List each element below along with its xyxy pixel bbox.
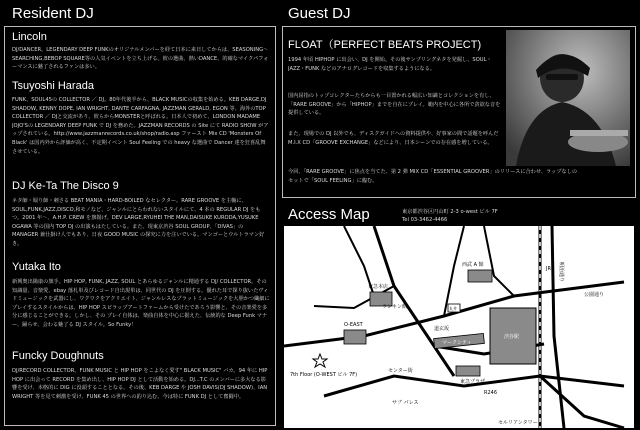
o-east-label: O-EAST [344,322,363,328]
meiji-label: 明治通り [558,262,564,283]
resident-heading: Resident DJ [12,5,94,22]
dj-photo-image [506,30,630,166]
guest-panel [280,0,640,200]
tokyu-plaza [456,366,480,376]
cerulean-label: セルリアンタワー [498,420,538,426]
tokyu-plaza-label: 東急プラザ [460,379,486,385]
venue-label: 7th Floor (O-WEST ビル 7F) [290,372,358,378]
venue-star-icon [313,354,327,367]
guest-paragraph-4: 今回、「RARE GROOVE」に焦点を当てた、第 2 弾 MIX CD「ESSENTIAL GROOVER」のリリースに合わせ、ラップなしのセットで「SOUL FEELING」に臨む。 [288,169,578,184]
guest-paragraph-3: また、現場での DJ 以外でも、ディスクガイドへの資料提供や、好事家の間で話題を呼んだ M.I.X CD「GROOVE EXCHANGE」などにより、日本シーンでの存在感を増している。 [288,131,499,146]
access-heading: Access Map [288,206,370,223]
dj-name-yutaka-ito: Yutaka Ito [12,261,61,273]
guest-heading: Guest DJ [288,5,351,22]
dj-name-tsuyoshi-harada: Tsuyoshi Harada [12,80,94,92]
jr-label: JR [546,266,551,272]
o-east-building [344,330,366,344]
dj-bio-funcky-doughnuts: DJ/RECORD COLLECTOR。FUNK MUSIC と HIP HOP をこよなく愛す" BLACK MUSIC" バカ。94 年に HIP HOP に出会って RECORD を集め出し、HIP HOP DJ として活動を始める。DJ...T.C のメンバーに多大なる影響を受け、本格的に DIG に没頭することとなる。その後、KEB DARGE や JOSH DAVIS(DJ SHADOW)、IAN WRIGHT 等を見て刺激を受け、FUNK 45 の世界への釣り込む。今は特に FUNK DJ として奮闘中。 [12,368,268,400]
guest-paragraph-1: 1994 年頃 HIPHOP に出会い、DJ を開始。その後サンプリングネタを発掘し、SOUL・JAZZ・FUNK などのアナログレコードを収集するようになる。 [288,57,492,72]
dogenzaka-label: 道玄坂 [434,326,450,332]
dj-bio-yutaka-ito: 新興奥出陽康の旗手。HIP HOP, FUNK, JAZZ, SOUL とあらゆるジャンルに精通する DJ/ COLLECTOR。その知識量、音楽愛、ebay 落札単及びレコード自出現単は、同世代の DJ を圧倒する。優れた耳で探り抜いたヴィドミュージックを武器にし、ワクワクをアクリエイト、ジャンルレスなプラットミュージックを大胆かつ繊細にプレイするスタイルからは、HIP HOP スピラップアートファームから受けたであろう影響と、その音楽愛を多分に感じることができる。しかし、その プレイ自体は、楽曲自体を中心に据えた、伝統的な Deep Funk マナー、踊らせ、会わる魅了る DJ スタイル。So Funky！ [12,279,270,328]
sunpalace-label: サブ パレス [392,400,419,406]
dj-name-funcky-doughnuts: Funcky Doughnuts [12,350,104,362]
koenmae-label: 公園通り [584,292,605,298]
center-gai-label: センター街 [388,368,413,374]
tokyu-honten-label: 東急本店 [368,284,389,290]
access-panel [280,200,640,430]
guest-paragraph-2: 国内屈指のトップコレクターたちからも一目置かれる幅広い知識とコレクションを有し、「RARE GROOVE」から「HIPHOP」までを自在にプレイ。範内を中心に各所で貪欲な音を提供している。 [288,93,501,117]
dj-bio-tsuyoshi-harada: FUNK、SOUL45の COLLECTOR ／ DJ。80年代後半から、BLACK MUSICの収集を始める。KEB DARGE,DJ SHADOW, KENNY DOPE, IAN WRIGHT, DANTE CARFAGNA, JAZZMAN GERALD, EGON 等、海外のTOP COLLECTOR ／ DJと交流があり、彼らからMONSTERと呼ばれる。日本人で初めて、LONDON MADAME JOJO'Sの LEGENDARY DEEP FUNK で DJ を務めた。JAZZMAN RECORDS の Site にて RADIO SHOW がアップされている。http://www.jazzmanrecords.co.uk/shop/radio.asp ファースト Mix CD 'Monsters Of Black' は国内外から評価が高く、不定期イベント Soul Feeling での heavy な選曲で Dancer 達を狂喜乱舞させている。 [12,97,269,155]
seibu-label: 西武 A 館 [462,262,484,268]
guest-title: FLOAT（PERFECT BEATS PROJECT) [288,39,482,51]
dj-bio-ke-ta: ネタ師・堀り師・刺さる BEAT MANIA・HARD-BOILED なセレクター。RARE GROOVE を主軸に、SOUL,FUNK,JAZZ,DISCO,和モノなど、ジャンルにとらわれないスタイルにて、4 本の REGULAR DJ をもつ。2001 年～、A.H.P. CREW を旗揚げ。DEV LARGE,RYUHEI THE MAN,DAISUKE KURODA,YUSUKE OGAWA 等の国内 TOP DJ の出演もはたしている。また、現東京渋谷 SOUL GROUP、「DIVAS」の MANAGER 兼仕掛け人でもあり、日夜 GOOD MUSIC の探究に力を注いでいる。マンゴーとウルトラマン好き。 [12,198,265,247]
marui-label: 丸井 [449,306,457,311]
dj-name-lincoln: Lincoln [12,31,47,43]
access-address [402,209,498,224]
phone-line: Tel 03-3462-4466 [402,216,448,223]
dj-name-ke-ta: DJ Ke-Ta The Disco 9 [12,180,119,192]
address-line: 東京都渋谷区円山町 2-3 o-west ビル 7F [402,209,498,215]
seibu-a [468,270,492,282]
map[interactable] [284,226,634,428]
markcity-label: マークシティ [442,340,472,346]
ranking-label: ランキン館 [382,304,407,310]
dj-bio-lincoln: DJ/DANCER。LEGENDARY DEEP FUNKのオリジナルメンバーを経て日本に来日してからは、SEASONING～SEARCHING,BEBOP SQUARE等の人気イベントを立ち上げる。彼の選曲、熱いDANCE、的確なマイクパフォーマンスに魅了されるファンは多い。 [12,47,269,71]
r246-label: R246 [484,390,498,396]
map-svg [284,226,634,428]
guest-photo [506,30,630,166]
resident-panel [0,0,280,430]
shibuya-station-label: 渋谷駅 [504,334,520,340]
